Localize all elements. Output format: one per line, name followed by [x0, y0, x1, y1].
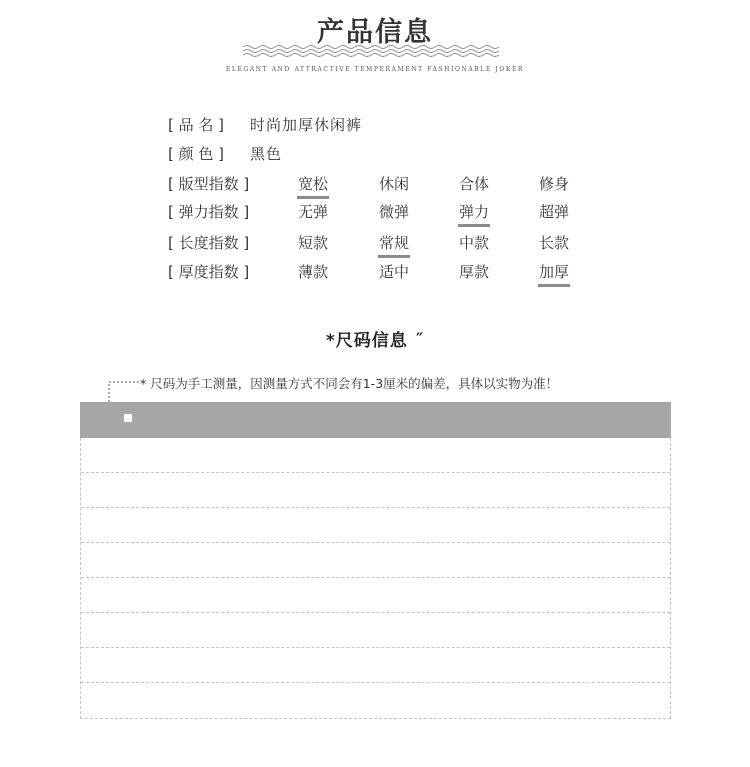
table-row: [81, 438, 670, 473]
fit-option-slim: 修身: [539, 175, 570, 193]
stretch-option-slight: 微弹: [379, 203, 410, 221]
table-row: [81, 613, 670, 648]
length-option-short: 短款: [298, 234, 329, 252]
table-row: [81, 683, 670, 717]
stretch-option-super: 超弹: [539, 203, 570, 221]
fit-option-regular: 合体: [459, 175, 490, 193]
table-row: [81, 543, 670, 578]
length-option-long: 长款: [539, 234, 570, 252]
product-color-value: 黑色: [250, 145, 283, 163]
product-color-label: [ 颜 色 ]: [168, 145, 225, 163]
size-table-header: [80, 402, 671, 438]
thickness-option-thin: 薄款: [298, 263, 329, 281]
product-name-label: [ 品 名 ]: [168, 116, 225, 134]
fit-index-label: [ 版型指数 ]: [168, 175, 250, 193]
fit-option-casual: 休闲: [379, 175, 410, 193]
length-option-regular: 常规: [379, 234, 410, 252]
size-info-title: *尺码信息 ˝: [325, 331, 425, 351]
product-name-value: 时尚加厚休闲裤: [250, 116, 363, 134]
size-note: * 尺码为手工测量，因测量方式不同会有1-3厘米的偏差，具体以实物为准！: [140, 376, 559, 391]
stretch-option-none: 无弹: [298, 203, 329, 221]
table-row: [81, 473, 670, 508]
fit-option-loose: 宽松: [298, 175, 329, 193]
length-option-medium: 中款: [459, 234, 490, 252]
thickness-option-thick: 厚款: [459, 263, 490, 281]
thickness-index-label: [ 厚度指数 ]: [168, 263, 250, 281]
size-table-body: [80, 438, 671, 719]
thickness-option-extra-thick: 加厚: [539, 263, 570, 281]
table-row: [81, 508, 670, 543]
thickness-option-moderate: 适中: [379, 263, 410, 281]
wave-divider: [243, 44, 501, 58]
table-row: [81, 648, 670, 683]
stretch-index-label: [ 弹力指数 ]: [168, 203, 250, 221]
page-title: 产品信息: [317, 17, 433, 48]
stretch-option-stretch: 弹力: [459, 203, 490, 221]
table-row: [81, 578, 670, 613]
bracket-square-marker: [124, 414, 132, 422]
length-index-label: [ 长度指数 ]: [168, 234, 250, 252]
page-subtitle: ELEGANT AND ATTRACTIVE TEMPERAMENT FASHIONABLE JOKER: [225, 66, 525, 73]
